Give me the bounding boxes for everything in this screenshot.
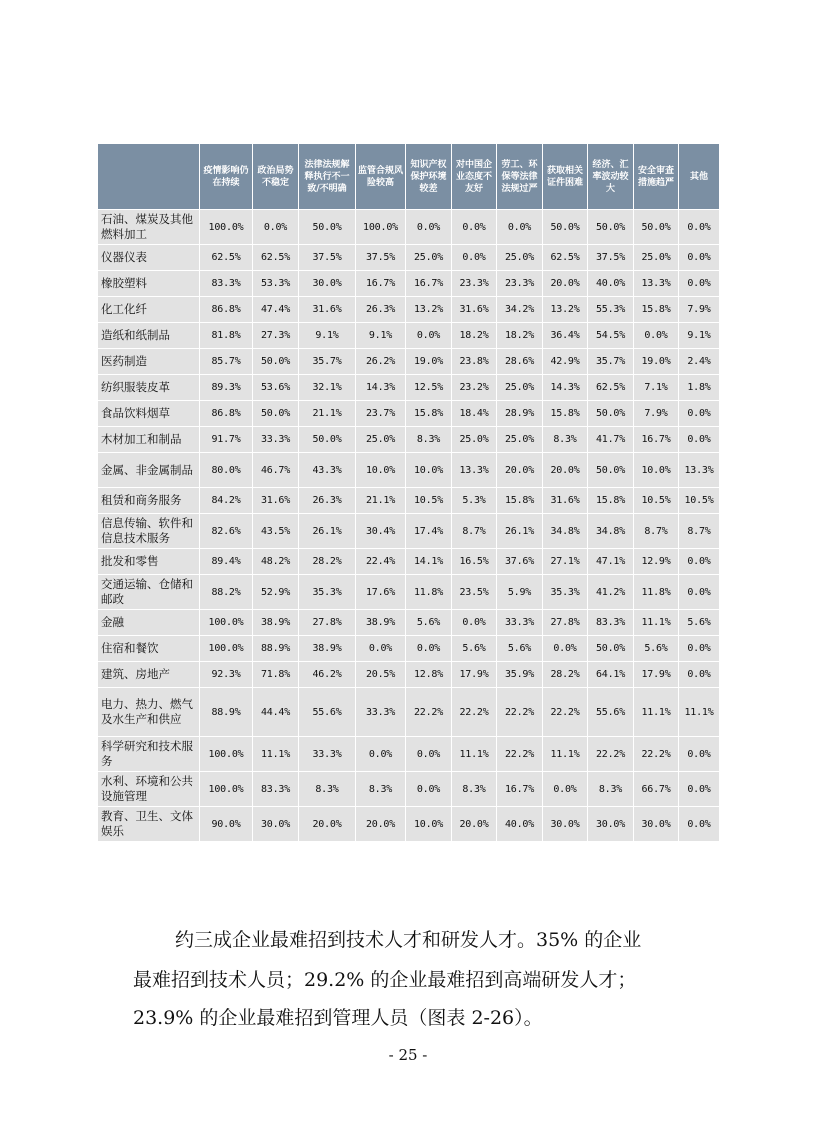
value-cell: 9.1% [679,323,720,349]
value-cell: 100.0% [200,636,253,662]
value-cell: 0.0% [679,401,720,427]
value-cell: 20.5% [356,662,406,688]
value-cell: 30.0% [253,807,299,842]
value-cell: 26.3% [299,488,356,514]
value-cell: 11.1% [253,737,299,772]
industry-label: 教育、卫生、文体娱乐 [98,807,200,842]
value-cell: 34.8% [543,514,588,549]
value-cell: 30.0% [588,807,634,842]
value-cell: 22.2% [452,688,497,737]
table-row [98,688,720,737]
value-cell: 37.5% [356,245,406,271]
value-cell: 8.3% [299,772,356,807]
value-cell: 36.4% [543,323,588,349]
value-cell: 15.8% [406,401,452,427]
value-cell: 0.0% [406,636,452,662]
value-cell: 5.3% [452,488,497,514]
value-cell: 83.3% [253,772,299,807]
value-cell: 37.5% [299,245,356,271]
header-row [98,144,720,210]
industry-risk-table [97,143,720,842]
industry-label: 医药制造 [98,349,200,375]
value-cell: 38.9% [253,610,299,636]
value-cell: 30.4% [356,514,406,549]
table-row [98,488,720,514]
value-cell: 20.0% [356,807,406,842]
table-row [98,772,720,807]
value-cell: 21.1% [299,401,356,427]
table-row [98,245,720,271]
value-cell: 35.3% [543,575,588,610]
column-header: 知识产权保护环境较差 [406,144,452,210]
value-cell: 53.3% [253,271,299,297]
value-cell: 12.8% [406,662,452,688]
value-cell: 22.2% [543,688,588,737]
value-cell: 62.5% [543,245,588,271]
value-cell: 85.7% [200,349,253,375]
value-cell: 11.8% [634,575,679,610]
header-corner [98,144,200,210]
value-cell: 31.6% [452,297,497,323]
industry-label: 建筑、房地产 [98,662,200,688]
value-cell: 41.7% [588,427,634,453]
value-cell: 22.2% [497,688,543,737]
value-cell: 50.0% [588,453,634,488]
industry-label: 住宿和餐饮 [98,636,200,662]
value-cell: 8.7% [452,514,497,549]
value-cell: 2.4% [679,349,720,375]
value-cell: 55.3% [588,297,634,323]
table-row [98,549,720,575]
value-cell: 88.9% [253,636,299,662]
value-cell: 20.0% [543,453,588,488]
table-row [98,737,720,772]
column-header: 经济、汇率波动较大 [588,144,634,210]
value-cell: 38.9% [356,610,406,636]
value-cell: 30.0% [299,271,356,297]
value-cell: 0.0% [679,636,720,662]
value-cell: 33.3% [356,688,406,737]
value-cell: 13.3% [452,453,497,488]
value-cell: 27.8% [299,610,356,636]
value-cell: 31.6% [253,488,299,514]
value-cell: 15.8% [497,488,543,514]
value-cell: 25.0% [356,427,406,453]
value-cell: 10.5% [679,488,720,514]
value-cell: 37.6% [497,549,543,575]
value-cell: 50.0% [588,401,634,427]
value-cell: 66.7% [634,772,679,807]
column-header: 劳工、环保等法律法规过严 [497,144,543,210]
value-cell: 55.6% [299,688,356,737]
value-cell: 13.2% [406,297,452,323]
value-cell: 17.9% [452,662,497,688]
value-cell: 28.6% [497,349,543,375]
value-cell: 0.0% [679,549,720,575]
value-cell: 84.2% [200,488,253,514]
value-cell: 27.3% [253,323,299,349]
table-body [98,210,720,842]
value-cell: 27.8% [543,610,588,636]
value-cell: 0.0% [679,271,720,297]
value-cell: 86.8% [200,297,253,323]
value-cell: 35.7% [588,349,634,375]
table-row [98,610,720,636]
value-cell: 27.1% [543,549,588,575]
column-header: 政治局势不稳定 [253,144,299,210]
value-cell: 5.6% [497,636,543,662]
value-cell: 100.0% [356,210,406,245]
table-row [98,662,720,688]
value-cell: 28.2% [543,662,588,688]
value-cell: 50.0% [253,401,299,427]
value-cell: 9.1% [356,323,406,349]
value-cell: 22.2% [588,737,634,772]
value-cell: 0.0% [679,662,720,688]
value-cell: 8.3% [356,772,406,807]
value-cell: 88.2% [200,575,253,610]
industry-label: 木材加工和制品 [98,427,200,453]
value-cell: 0.0% [406,737,452,772]
value-cell: 31.6% [299,297,356,323]
value-cell: 47.1% [588,549,634,575]
value-cell: 50.0% [634,210,679,245]
value-cell: 15.8% [588,488,634,514]
value-cell: 71.8% [253,662,299,688]
value-cell: 20.0% [452,807,497,842]
column-header: 疫情影响仍在持续 [200,144,253,210]
value-cell: 100.0% [200,772,253,807]
value-cell: 20.0% [543,271,588,297]
value-cell: 34.2% [497,297,543,323]
value-cell: 41.2% [588,575,634,610]
value-cell: 5.6% [634,636,679,662]
value-cell: 46.7% [253,453,299,488]
value-cell: 25.0% [497,427,543,453]
industry-label: 水利、环境和公共设施管理 [98,772,200,807]
value-cell: 50.0% [588,210,634,245]
value-cell: 0.0% [679,245,720,271]
value-cell: 25.0% [634,245,679,271]
value-cell: 38.9% [299,636,356,662]
value-cell: 28.2% [299,549,356,575]
value-cell: 89.4% [200,549,253,575]
value-cell: 7.9% [679,297,720,323]
industry-label: 批发和零售 [98,549,200,575]
value-cell: 7.1% [634,375,679,401]
value-cell: 81.8% [200,323,253,349]
value-cell: 43.5% [253,514,299,549]
value-cell: 54.5% [588,323,634,349]
industry-label: 电力、热力、燃气及水生产和供应 [98,688,200,737]
value-cell: 13.3% [634,271,679,297]
value-cell: 8.7% [634,514,679,549]
value-cell: 0.0% [406,323,452,349]
value-cell: 30.0% [543,807,588,842]
table-row [98,297,720,323]
table-row [98,401,720,427]
table-row [98,807,720,842]
value-cell: 23.3% [452,271,497,297]
value-cell: 14.1% [406,549,452,575]
value-cell: 15.8% [634,297,679,323]
industry-label: 化工化纤 [98,297,200,323]
value-cell: 0.0% [452,245,497,271]
value-cell: 62.5% [588,375,634,401]
value-cell: 11.1% [679,688,720,737]
value-cell: 7.9% [634,401,679,427]
value-cell: 1.8% [679,375,720,401]
value-cell: 23.2% [452,375,497,401]
table-row [98,349,720,375]
value-cell: 5.6% [679,610,720,636]
value-cell: 0.0% [679,807,720,842]
industry-label: 金属、非金属制品 [98,453,200,488]
value-cell: 23.5% [452,575,497,610]
value-cell: 0.0% [679,772,720,807]
value-cell: 0.0% [679,210,720,245]
value-cell: 16.7% [406,271,452,297]
value-cell: 37.5% [588,245,634,271]
body-paragraph-line-1: 约三成企业最难招到技术人才和研发人才。35% 的企业 [175,929,642,951]
value-cell: 50.0% [299,427,356,453]
value-cell: 25.0% [452,427,497,453]
table-row [98,575,720,610]
value-cell: 13.2% [543,297,588,323]
value-cell: 26.1% [497,514,543,549]
value-cell: 14.3% [356,375,406,401]
value-cell: 23.3% [497,271,543,297]
value-cell: 5.6% [406,610,452,636]
value-cell: 23.7% [356,401,406,427]
value-cell: 0.0% [406,772,452,807]
value-cell: 33.3% [497,610,543,636]
value-cell: 88.9% [200,688,253,737]
table-row [98,271,720,297]
value-cell: 17.6% [356,575,406,610]
value-cell: 11.1% [634,688,679,737]
value-cell: 35.9% [497,662,543,688]
value-cell: 62.5% [253,245,299,271]
value-cell: 35.7% [299,349,356,375]
value-cell: 25.0% [406,245,452,271]
value-cell: 33.3% [253,427,299,453]
value-cell: 22.2% [634,737,679,772]
value-cell: 50.0% [588,636,634,662]
value-cell: 0.0% [679,427,720,453]
value-cell: 40.0% [497,807,543,842]
value-cell: 92.3% [200,662,253,688]
value-cell: 55.6% [588,688,634,737]
column-header: 获取相关证件困难 [543,144,588,210]
table-row [98,514,720,549]
industry-label: 交通运输、仓储和邮政 [98,575,200,610]
value-cell: 0.0% [356,636,406,662]
value-cell: 13.3% [679,453,720,488]
value-cell: 8.3% [406,427,452,453]
value-cell: 8.3% [588,772,634,807]
industry-label: 纺织服装皮革 [98,375,200,401]
column-header: 其他 [679,144,720,210]
column-header: 监管合规风险较高 [356,144,406,210]
value-cell: 0.0% [452,210,497,245]
value-cell: 86.8% [200,401,253,427]
value-cell: 16.5% [452,549,497,575]
value-cell: 10.0% [406,807,452,842]
value-cell: 19.0% [634,349,679,375]
value-cell: 10.0% [356,453,406,488]
industry-label: 橡胶塑料 [98,271,200,297]
table-header [98,144,720,210]
value-cell: 14.3% [543,375,588,401]
value-cell: 12.5% [406,375,452,401]
value-cell: 8.3% [452,772,497,807]
value-cell: 50.0% [299,210,356,245]
value-cell: 34.8% [588,514,634,549]
value-cell: 50.0% [543,210,588,245]
value-cell: 40.0% [588,271,634,297]
table-row [98,375,720,401]
value-cell: 10.0% [406,453,452,488]
value-cell: 90.0% [200,807,253,842]
value-cell: 0.0% [406,210,452,245]
column-header: 法律法规解释执行不一致/不明确 [299,144,356,210]
value-cell: 19.0% [406,349,452,375]
value-cell: 5.9% [497,575,543,610]
value-cell: 44.4% [253,688,299,737]
value-cell: 46.2% [299,662,356,688]
value-cell: 53.6% [253,375,299,401]
value-cell: 83.3% [200,271,253,297]
value-cell: 30.0% [634,807,679,842]
table-row [98,427,720,453]
value-cell: 0.0% [497,210,543,245]
value-cell: 11.1% [543,737,588,772]
value-cell: 0.0% [679,575,720,610]
value-cell: 43.3% [299,453,356,488]
value-cell: 0.0% [543,772,588,807]
value-cell: 32.1% [299,375,356,401]
value-cell: 0.0% [634,323,679,349]
industry-label: 金融 [98,610,200,636]
value-cell: 22.2% [406,688,452,737]
value-cell: 48.2% [253,549,299,575]
value-cell: 35.3% [299,575,356,610]
table-row [98,210,720,245]
value-cell: 11.1% [634,610,679,636]
column-header: 对中国企业态度不友好 [452,144,497,210]
value-cell: 11.8% [406,575,452,610]
value-cell: 16.7% [634,427,679,453]
value-cell: 100.0% [200,610,253,636]
value-cell: 25.0% [497,375,543,401]
value-cell: 28.9% [497,401,543,427]
value-cell: 0.0% [253,210,299,245]
value-cell: 0.0% [543,636,588,662]
value-cell: 10.5% [406,488,452,514]
column-header: 安全审查措施趋严 [634,144,679,210]
value-cell: 0.0% [452,610,497,636]
value-cell: 16.7% [356,271,406,297]
value-cell: 89.3% [200,375,253,401]
industry-risk-table-container [97,143,719,842]
value-cell: 0.0% [356,737,406,772]
value-cell: 10.0% [634,453,679,488]
value-cell: 100.0% [200,737,253,772]
value-cell: 22.4% [356,549,406,575]
industry-label: 食品饮料烟草 [98,401,200,427]
value-cell: 5.6% [452,636,497,662]
value-cell: 17.4% [406,514,452,549]
value-cell: 42.9% [543,349,588,375]
value-cell: 80.0% [200,453,253,488]
value-cell: 18.4% [452,401,497,427]
value-cell: 22.2% [497,737,543,772]
industry-label: 仪器仪表 [98,245,200,271]
industry-label: 造纸和纸制品 [98,323,200,349]
value-cell: 64.1% [588,662,634,688]
value-cell: 47.4% [253,297,299,323]
value-cell: 18.2% [497,323,543,349]
value-cell: 21.1% [356,488,406,514]
value-cell: 83.3% [588,610,634,636]
body-paragraph-line-3: 23.9% 的企业最难招到管理人员（图表 2-26）。 [133,1007,543,1029]
value-cell: 26.2% [356,349,406,375]
value-cell: 91.7% [200,427,253,453]
value-cell: 20.0% [497,453,543,488]
value-cell: 18.2% [452,323,497,349]
value-cell: 26.3% [356,297,406,323]
value-cell: 12.9% [634,549,679,575]
value-cell: 0.0% [679,737,720,772]
value-cell: 26.1% [299,514,356,549]
value-cell: 50.0% [253,349,299,375]
value-cell: 82.6% [200,514,253,549]
table-row [98,636,720,662]
value-cell: 10.5% [634,488,679,514]
value-cell: 17.9% [634,662,679,688]
value-cell: 23.8% [452,349,497,375]
body-paragraph-line-2: 最难招到技术人员；29.2% 的企业最难招到高端研发人才； [133,969,637,991]
industry-label: 科学研究和技术服务 [98,737,200,772]
value-cell: 25.0% [497,245,543,271]
table-row [98,323,720,349]
value-cell: 16.7% [497,772,543,807]
table-row [98,453,720,488]
value-cell: 8.7% [679,514,720,549]
value-cell: 8.3% [543,427,588,453]
industry-label: 租赁和商务服务 [98,488,200,514]
value-cell: 100.0% [200,210,253,245]
value-cell: 62.5% [200,245,253,271]
value-cell: 52.9% [253,575,299,610]
value-cell: 31.6% [543,488,588,514]
value-cell: 15.8% [543,401,588,427]
value-cell: 33.3% [299,737,356,772]
industry-label: 信息传输、软件和信息技术服务 [98,514,200,549]
value-cell: 20.0% [299,807,356,842]
page-number: - 25 - [388,1046,428,1064]
industry-label: 石油、煤炭及其他燃料加工 [98,210,200,245]
value-cell: 9.1% [299,323,356,349]
value-cell: 11.1% [452,737,497,772]
